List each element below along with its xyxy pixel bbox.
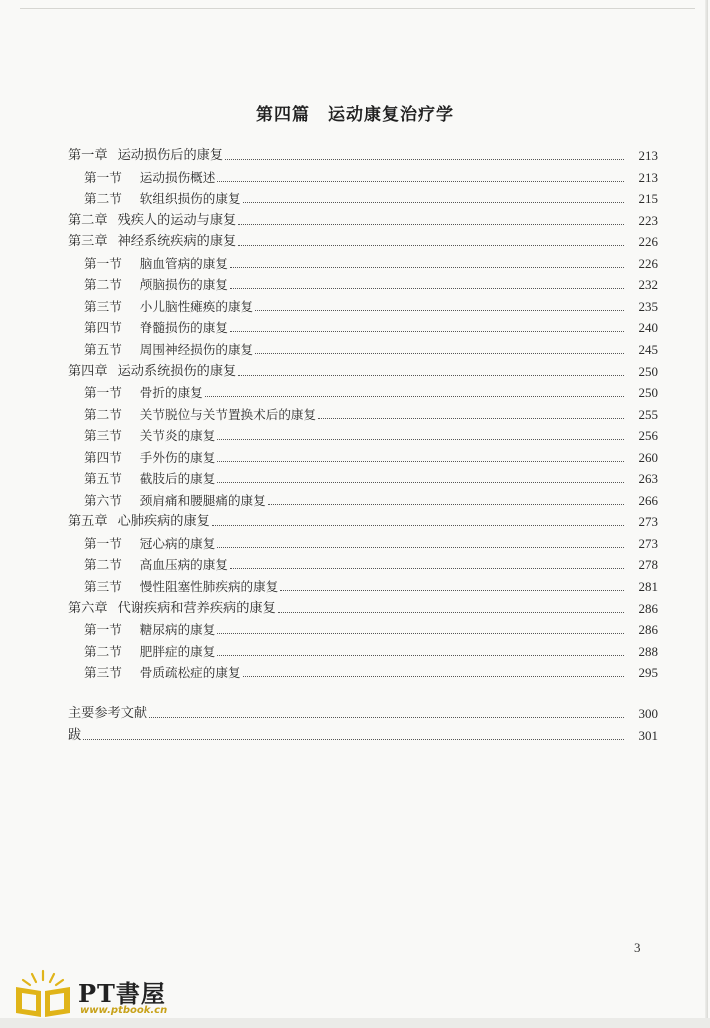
entry-title: 关节脱位与关节置换术后的康复 bbox=[139, 406, 317, 422]
entry-title: 脑血管病的康复 bbox=[139, 255, 228, 271]
entry-title: 神经系统疾病的康复 bbox=[117, 234, 237, 250]
entry-number: 第五章 bbox=[68, 514, 108, 530]
toc-section-entry[interactable] bbox=[84, 640, 658, 660]
toc-chapter-entry[interactable] bbox=[68, 144, 658, 164]
toc-chapter-entry[interactable] bbox=[68, 209, 658, 229]
entry-title: 主要参考文献 bbox=[68, 706, 148, 721]
entry-title: 糖尿病的康复 bbox=[139, 622, 216, 638]
dot-leader bbox=[268, 504, 624, 505]
entry-title: 慢性阻塞性肺疾病的康复 bbox=[139, 579, 279, 594]
entry-number: 第三章 bbox=[68, 234, 108, 250]
entry-page: 286 bbox=[638, 622, 658, 638]
dot-leader bbox=[149, 717, 624, 718]
toc-backmatter-entry[interactable] bbox=[68, 702, 658, 722]
entry-title: 运动系统损伤的康复 bbox=[117, 363, 237, 379]
toc-section-entry[interactable] bbox=[84, 467, 658, 487]
entry-number: 第二节 bbox=[84, 191, 122, 207]
toc-section-entry[interactable] bbox=[84, 166, 658, 186]
entry-number: 第六节 bbox=[84, 492, 122, 508]
toc-section-entry[interactable] bbox=[84, 187, 658, 207]
entry-page: 250 bbox=[638, 363, 658, 379]
toc-chapter-entry[interactable] bbox=[68, 360, 658, 380]
entry-title: 运动损伤后的康复 bbox=[117, 148, 224, 163]
entry-title: 周围神经损伤的康复 bbox=[139, 341, 254, 357]
entry-number: 第三节 bbox=[84, 579, 122, 594]
toc-section-entry[interactable] bbox=[84, 338, 658, 358]
entry-number: 第一节 bbox=[84, 385, 122, 401]
entry-title: 手外伤的康复 bbox=[139, 449, 216, 465]
entry-title: 脊髓损伤的康复 bbox=[139, 320, 228, 336]
dot-leader bbox=[217, 633, 624, 634]
entry-page: 278 bbox=[638, 557, 658, 573]
entry-page: 295 bbox=[638, 665, 658, 681]
part-title: 第四篇 运动康复治疗学 bbox=[256, 105, 454, 125]
toc-section-entry[interactable] bbox=[84, 532, 658, 552]
entry-page: 240 bbox=[638, 320, 658, 336]
dot-leader bbox=[205, 396, 624, 397]
dot-leader bbox=[230, 568, 624, 569]
dot-leader bbox=[243, 202, 624, 203]
entry-number: 第四节 bbox=[84, 449, 122, 465]
entry-title: 截肢后的康复 bbox=[139, 471, 216, 487]
entry-title: 颅脑损伤的康复 bbox=[139, 277, 228, 293]
entry-number: 第五节 bbox=[84, 341, 122, 357]
dot-leader bbox=[280, 590, 624, 591]
toc-section-entry[interactable] bbox=[84, 252, 658, 272]
entry-title: 高血压病的康复 bbox=[139, 557, 228, 573]
dot-leader bbox=[217, 482, 624, 483]
entry-page: 223 bbox=[638, 212, 658, 228]
toc-backmatter-entry[interactable] bbox=[68, 724, 658, 744]
page-number: 3 bbox=[634, 940, 641, 955]
dot-leader bbox=[230, 267, 624, 268]
entry-page: 250 bbox=[638, 385, 658, 401]
dot-leader bbox=[217, 181, 624, 182]
entry-page: 256 bbox=[638, 428, 658, 444]
entry-page: 281 bbox=[638, 579, 658, 594]
entry-page: 213 bbox=[638, 169, 658, 185]
toc-chapter-entry[interactable] bbox=[68, 510, 658, 530]
entry-title: 代谢疾病和营养疾病的康复 bbox=[117, 600, 276, 616]
entry-number: 第一节 bbox=[84, 535, 122, 551]
entry-number: 第二节 bbox=[84, 277, 122, 293]
entry-title: 跋 bbox=[68, 728, 82, 743]
dot-leader bbox=[230, 331, 624, 332]
entry-page: 300 bbox=[638, 706, 658, 721]
entry-number: 第一节 bbox=[84, 255, 122, 271]
entry-number: 第四节 bbox=[84, 320, 122, 336]
toc-section-entry[interactable] bbox=[84, 403, 658, 423]
toc-chapter-entry[interactable] bbox=[68, 230, 658, 250]
entry-title: 心肺疾病的康复 bbox=[117, 514, 210, 530]
entry-page: 263 bbox=[638, 471, 658, 487]
toc-section-entry[interactable] bbox=[84, 618, 658, 638]
entry-page: 232 bbox=[638, 277, 658, 293]
dot-leader bbox=[217, 547, 624, 548]
entry-title: 骨质疏松症的康复 bbox=[139, 665, 241, 681]
dot-leader bbox=[238, 224, 624, 225]
toc-section-entry[interactable] bbox=[84, 553, 658, 573]
scan-bottom-edge bbox=[0, 1018, 710, 1028]
dot-leader bbox=[238, 245, 624, 246]
toc-section-entry[interactable] bbox=[84, 316, 658, 336]
toc-section-entry[interactable] bbox=[84, 489, 658, 509]
toc-section-entry[interactable] bbox=[84, 295, 658, 315]
entry-title: 肥胖症的康复 bbox=[139, 643, 216, 659]
entry-number: 第一节 bbox=[84, 622, 122, 638]
entry-page: 226 bbox=[638, 255, 658, 271]
toc-section-entry[interactable] bbox=[84, 381, 658, 401]
toc-section-entry[interactable] bbox=[84, 661, 658, 681]
toc-section-entry[interactable] bbox=[84, 273, 658, 293]
toc-section-entry[interactable] bbox=[84, 446, 658, 466]
entry-number: 第二节 bbox=[84, 557, 122, 573]
toc-section-entry[interactable] bbox=[84, 424, 658, 444]
dot-leader bbox=[217, 655, 624, 656]
entry-number: 第二节 bbox=[84, 406, 122, 422]
entry-title: 冠心病的康复 bbox=[139, 535, 216, 551]
dot-leader bbox=[230, 288, 624, 289]
entry-page: 301 bbox=[638, 728, 658, 743]
dot-leader bbox=[238, 375, 624, 376]
entry-title: 运动损伤概述 bbox=[139, 169, 216, 185]
entry-page: 260 bbox=[638, 449, 658, 465]
brand-name: PT書屋 bbox=[78, 979, 166, 1008]
scan-edge-line bbox=[20, 8, 695, 9]
entry-page: 226 bbox=[638, 234, 658, 250]
entry-title: 残疾人的运动与康复 bbox=[117, 212, 237, 228]
dot-leader bbox=[217, 461, 624, 462]
entry-page: 273 bbox=[638, 514, 658, 530]
toc-chapter-entry[interactable] bbox=[68, 597, 658, 617]
entry-number: 第二节 bbox=[84, 643, 122, 659]
toc-section-entry[interactable] bbox=[84, 575, 658, 595]
entry-page: 245 bbox=[638, 341, 658, 357]
entry-number: 第一节 bbox=[84, 169, 122, 185]
entry-page: 266 bbox=[638, 492, 658, 508]
entry-number: 第三节 bbox=[84, 298, 122, 314]
dot-leader bbox=[255, 353, 624, 354]
scan-right-edge bbox=[705, 0, 708, 1028]
entry-number: 第一章 bbox=[68, 148, 108, 163]
entry-title: 软组织损伤的康复 bbox=[139, 191, 241, 207]
entry-page: 255 bbox=[638, 406, 658, 422]
dot-leader bbox=[212, 525, 624, 526]
entry-number: 第六章 bbox=[68, 600, 108, 616]
entry-page: 273 bbox=[638, 535, 658, 551]
entry-page: 235 bbox=[638, 298, 658, 314]
entry-title: 关节炎的康复 bbox=[139, 428, 216, 444]
entry-title: 颈肩痛和腰腿痛的康复 bbox=[139, 492, 266, 508]
entry-number: 第五节 bbox=[84, 471, 122, 487]
entry-number: 第四章 bbox=[68, 363, 108, 379]
book-logo-icon bbox=[12, 967, 74, 1019]
dot-leader bbox=[217, 439, 624, 440]
entry-number: 第三节 bbox=[84, 665, 122, 681]
dot-leader bbox=[318, 418, 624, 419]
brand-url: www.ptbook.cn bbox=[80, 1005, 168, 1016]
dot-leader bbox=[278, 612, 624, 613]
dot-leader bbox=[255, 310, 624, 311]
entry-page: 215 bbox=[638, 191, 658, 207]
entry-page: 288 bbox=[638, 643, 658, 659]
dot-leader bbox=[83, 739, 624, 740]
entry-page: 213 bbox=[638, 148, 658, 163]
entry-number: 第二章 bbox=[68, 212, 108, 228]
entry-title: 小儿脑性瘫痪的康复 bbox=[139, 298, 254, 314]
entry-title: 骨折的康复 bbox=[139, 385, 203, 401]
dot-leader bbox=[225, 159, 624, 160]
dot-leader bbox=[243, 676, 624, 677]
entry-page: 286 bbox=[638, 600, 658, 616]
entry-number: 第三节 bbox=[84, 428, 122, 444]
